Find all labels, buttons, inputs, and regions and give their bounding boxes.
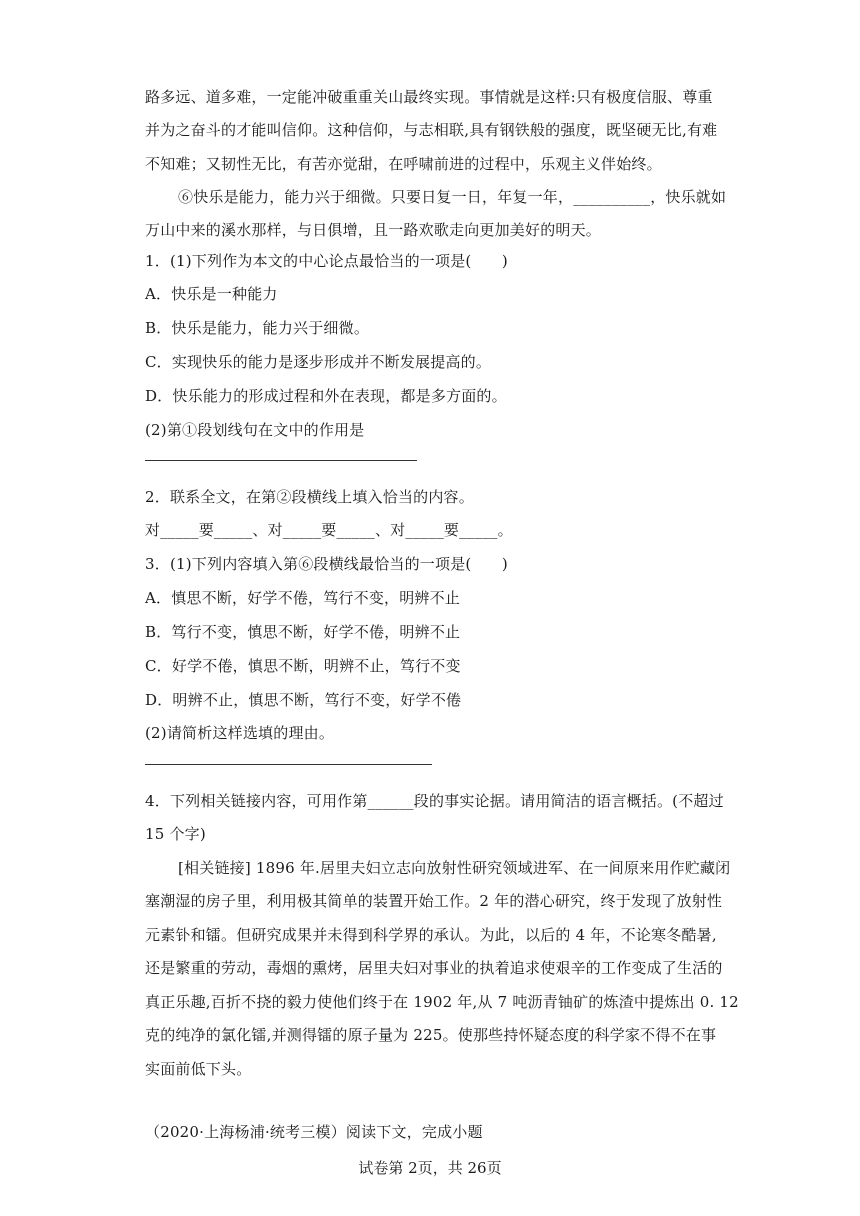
- next-section-heading: （2020·上海杨浦·统考三模）阅读下文，完成小题: [145, 1123, 483, 1141]
- answer-line: [145, 764, 432, 765]
- related-link-line: 实面前低下头。: [145, 1060, 252, 1078]
- question-3-option-b: B．笃行不变，慎思不断，好学不倦，明辨不止: [145, 623, 461, 641]
- passage-line: 不知难；又韧性无比，有苦亦觉甜，在呼啸前进的过程中，乐观主义伴始终。: [145, 155, 662, 173]
- question-1-stem: 1．(1)下列作为本文的中心论点最恰当的一项是( ): [145, 252, 508, 270]
- question-4-stem: 4．下列相关链接内容，可用作第______段的事实论据。请用简洁的语言概括。(不超过: [145, 792, 724, 810]
- paragraph-6-line: 万山中来的溪水那样，与日俱增，且一路欢歌走向更加美好的明天。: [145, 221, 602, 239]
- question-3-option-d: D．明辨不止，慎思不断，笃行不变，好学不倦: [145, 691, 462, 709]
- related-link-line: 还是繁重的劳动，毒烟的熏烤，居里夫妇对事业的执着追求使艰辛的工作变成了生活的: [145, 959, 723, 977]
- related-link-line: 元素钋和镭。但研究成果并未得到科学界的承认。为此，以后的 4 年，不论寒冬酷暑,: [145, 926, 717, 944]
- related-link-line: 克的纯净的氯化镭,并测得镭的原子量为 225。使那些持怀疑态度的科学家不得不在事: [145, 1026, 717, 1044]
- related-link-line: 塞潮湿的房子里，利用极其简单的装置开始工作。2 年的潜心研究，终于发现了放射性: [145, 892, 723, 910]
- question-3-option-a: A．慎思不断，好学不倦，笃行不变，明辨不止: [145, 589, 461, 607]
- question-1-option-a: A．快乐是一种能力: [145, 285, 278, 303]
- question-2-blanks: 对_____要_____、对_____要_____、对_____要_____。: [145, 521, 513, 539]
- paragraph-6-line: ⑥快乐是能力，能力兴于细微。只要日复一日，年复一年，__________，快乐就如: [178, 188, 727, 206]
- question-4-stem: 15 个字): [145, 825, 206, 843]
- question-3-subquestion-2: (2)请简析这样选填的理由。: [145, 724, 335, 742]
- question-3-stem: 3．(1)下列内容填入第⑥段横线最恰当的一项是( ): [145, 555, 508, 573]
- question-1-option-b: B．快乐是能力，能力兴于细微。: [145, 319, 370, 337]
- answer-line: [145, 460, 417, 461]
- passage-line: 路多远、道多难，一定能冲破重重关山最终实现。事情就是这样:只有极度信服、尊重: [145, 88, 713, 106]
- related-link-line: [相关链接] 1896 年.居里夫妇立志向放射性研究领域进军、在一间原来用作贮藏闭: [178, 859, 731, 877]
- passage-line: 并为之奋斗的才能叫信仰。这种信仰，与志相联,具有钢铁般的强度，既坚硬无比,有难: [145, 121, 718, 139]
- related-link-line: 真正乐趣,百折不挠的毅力使他们终于在 1902 年,从 7 吨沥青铀矿的炼渣中提炼出 0. 12: [145, 993, 739, 1011]
- question-1-option-d: D．快乐能力的形成过程和外在表现，都是多方面的。: [145, 387, 507, 405]
- page-footer: 试卷第 2页，共 26页: [358, 1159, 502, 1177]
- question-1-option-c: C．实现快乐的能力是逐步形成并不断发展提高的。: [145, 353, 492, 371]
- question-1-subquestion-2: (2)第①段划线句在文中的作用是: [145, 421, 365, 439]
- question-3-option-c: C．好学不倦，慎思不断，明辨不止，笃行不变: [145, 657, 461, 675]
- question-2-stem: 2．联系全文，在第②段横线上填入恰当的内容。: [145, 488, 474, 506]
